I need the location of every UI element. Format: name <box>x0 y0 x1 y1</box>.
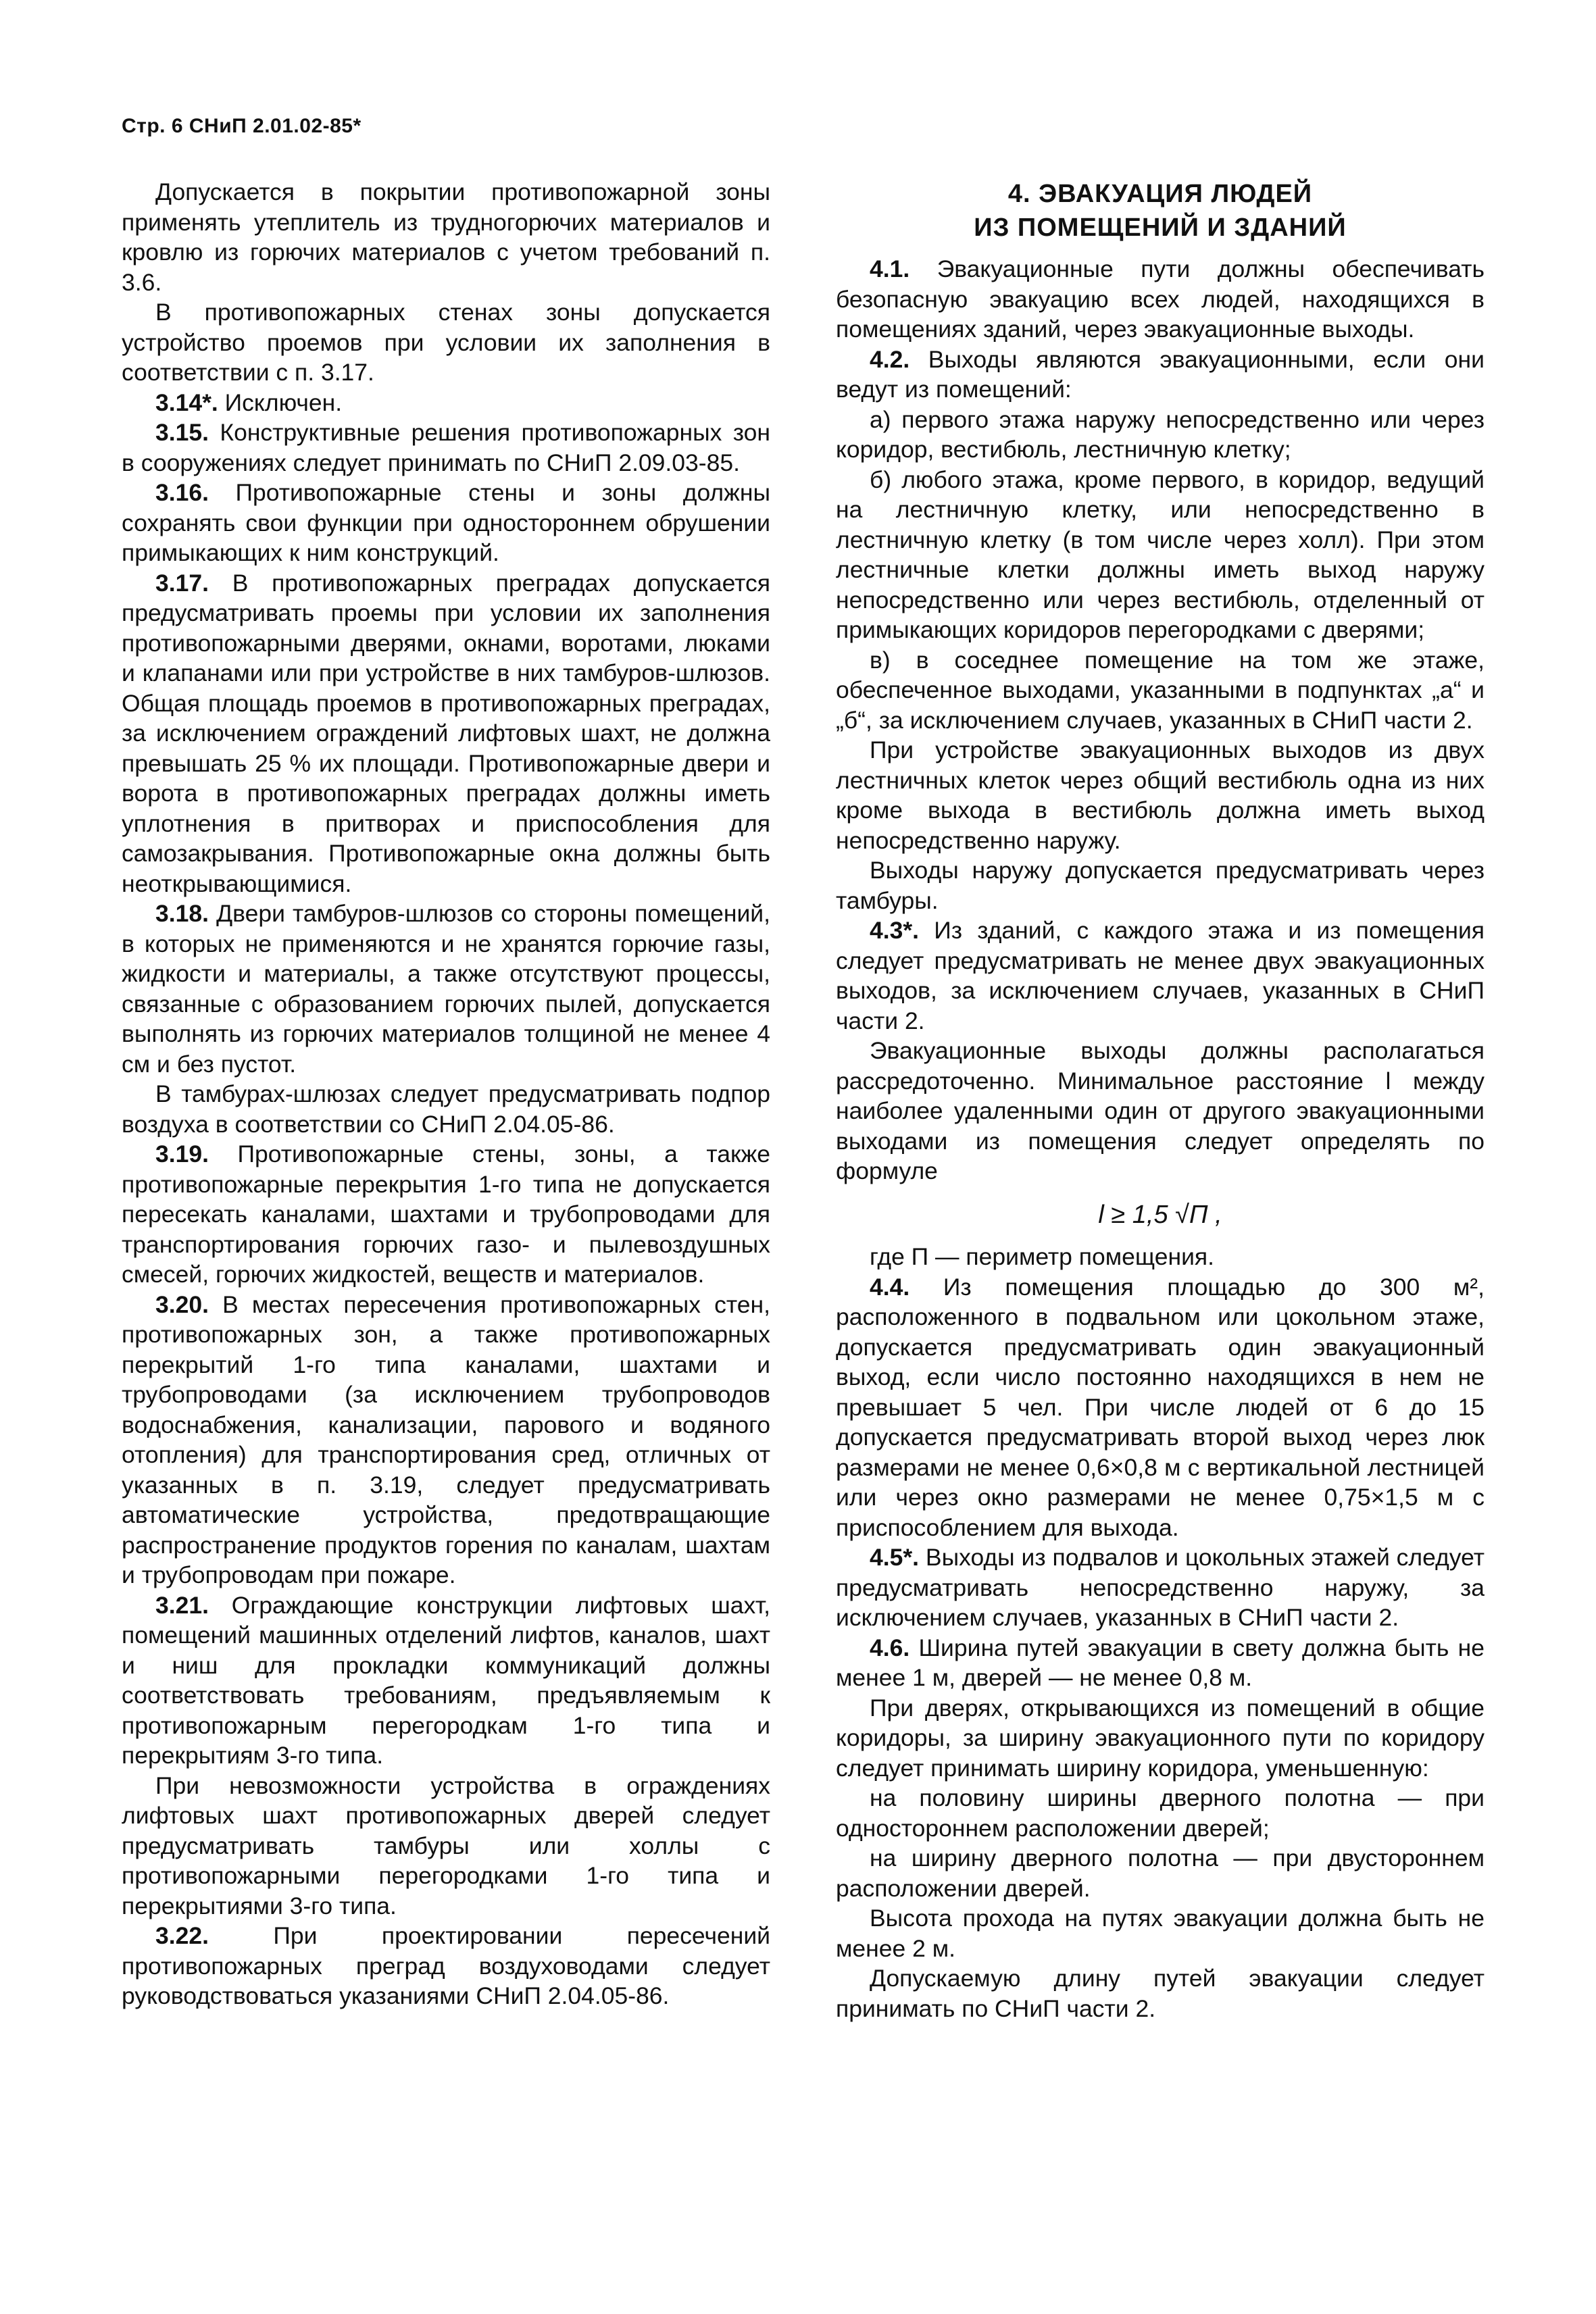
paragraph <box>836 855 1485 915</box>
paragraph <box>836 465 1485 645</box>
paragraph-text: б) любого этажа, кроме первого, в коридор, ведущий на лестничную клетку, или непосредственно в лестничную клетку (в том числе через холл). При этом лестничные клетки должны иметь выход наружу непосредственно или через вестибюль, отделенный от примыкающих коридоров перегородками с дверями; <box>836 466 1485 643</box>
paragraph <box>836 1242 1485 1272</box>
paragraph <box>836 1272 1485 1543</box>
clause-number: 4.5*. <box>870 1544 920 1571</box>
paragraph <box>836 254 1485 345</box>
paragraph-text: Из помещения площадью до 300 м², расположенного в подвальном или цокольном этаже, допускается предусматривать один эвакуационный выход, если число постоянно находящихся в нем не превышает 5 чел. При числе людей от 6 до 15 допускается предусматривать второй выход через люк размерами не менее 0,6×0,8 м с вертикальной лестницей или через окно размерами не менее 0,75×1,5 м с приспособлением для выхода. <box>836 1273 1485 1541</box>
paragraph-text: Выходы наружу допускается предусматривать через тамбуры. <box>836 857 1485 914</box>
paragraph-text: В противопожарных стенах зоны допускается устройство проемов при условии их заполнения в соответствии с п. 3.17. <box>122 299 770 386</box>
paragraph-text: Допускаемую длину путей эвакуации следует принимать по СНиП части 2. <box>836 1965 1485 2022</box>
paragraph <box>836 345 1485 405</box>
paragraph-text: в) в соседнее помещение на том же этаже, обеспеченное выходами, указанными в подпунктах „а“ и „б“, за исключением случаев, указанных в СНиП части 2. <box>836 646 1485 734</box>
clause-number: 4.3*. <box>870 917 920 944</box>
paragraph <box>122 1590 770 1771</box>
paragraph <box>122 568 770 899</box>
paragraph <box>122 1771 770 1921</box>
paragraph-text: Исключен. <box>224 388 343 416</box>
paragraph-text: Высота прохода на путях эвакуации должна быть не менее 2 м. <box>836 1905 1485 1962</box>
paragraph <box>836 1036 1485 1186</box>
formula: l ≥ 1,5 √П , <box>1098 1200 1222 1229</box>
paragraph <box>836 1693 1485 1784</box>
paragraph-text: Выходы из подвалов и цокольных этажей следует предусматривать непосредственно наружу, за исключением случаев, указанных в СНиП части 2. <box>836 1544 1485 1631</box>
clause-number: 3.16. <box>155 479 209 506</box>
paragraph <box>122 1290 770 1590</box>
paragraph <box>836 405 1485 465</box>
paragraph <box>122 478 770 568</box>
clause-number: 4.2. <box>870 345 910 373</box>
paragraph-text: При невозможности устройства в ограждениях лифтовых шахт противопожарных дверей следует предусматривать тамбуры или холлы с противопожарными перегородками 1-го типа и перекрытиями 3-го типа. <box>122 1771 770 1919</box>
right-column-part-a <box>836 254 1485 1186</box>
clause-number: 3.21. <box>155 1591 209 1619</box>
clause-number: 4.6. <box>870 1634 910 1661</box>
paragraph <box>122 899 770 1079</box>
right-column-part-b <box>836 1242 1485 2023</box>
left-column <box>122 177 770 2011</box>
clause-number: 3.18. <box>155 900 209 927</box>
paragraph <box>122 1921 770 2011</box>
page-header: Стр. 6 СНиП 2.01.02-85* <box>122 115 361 137</box>
paragraph <box>122 1079 770 1139</box>
right-column <box>836 177 1485 2023</box>
paragraph <box>836 1783 1485 1843</box>
paragraph-text: При проектировании пересечений противопожарных преград воздуховодами следует руководствоваться указаниями СНиП 2.04.05-86. <box>122 1922 770 2009</box>
clause-number: 3.22. <box>155 1922 209 1949</box>
section-title <box>836 177 1485 245</box>
paragraph <box>836 915 1485 1036</box>
section-title-line-1: 4. ЭВАКУАЦИЯ ЛЮДЕЙ <box>1007 180 1313 208</box>
paragraph-text: Противопожарные стены, зоны, а также противопожарные перекрытия 1-го типа не допускается пересекать каналами, шахтами и трубопроводами для транспортирования горючих газо- и пылевоздушных смесей, горючих жидкостей, веществ и материалов. <box>122 1140 770 1288</box>
paragraph-text: Ограждающие конструкции лифтовых шахт, помещений машинных отделений лифтов, каналов, шахт и ниш для прокладки коммуникаций должны соответствовать требованиям, предъявляемым к противопожарным перегородкам 1-го типа и перекрытиям 3-го типа. <box>122 1591 770 1769</box>
paragraph-text: на половину ширины дверного полотна — при одностороннем расположении дверей; <box>836 1784 1485 1842</box>
paragraph-text: При дверях, открывающихся из помещений в общие коридоры, за ширину эвакуационного пути по коридору следует принимать ширину коридора, уменьшенную: <box>836 1694 1485 1782</box>
paragraph-text: В противопожарных преградах допускается предусматривать проемы при условии их заполнения противопожарными дверями, окнами, воротами, люками и клапанами или при устройстве в них тамбуров-шлюзов. Общая площадь проемов в противопожарных преградах, за исключением ограждений лифтовых шахт, не должна превышать 25 % их площади. Противопожарные двери и ворота в противопожарных преградах должны иметь уплотнения в притворах и приспособления для самозакрывания. Противопожарные окна должны быть неоткрывающимися. <box>122 569 770 897</box>
paragraph-text: на ширину дверного полотна — при двустороннем расположении дверей. <box>836 1844 1485 1902</box>
paragraph-text: а) первого этажа наружу непосредственно или через коридор, вестибюль, лестничную клетку; <box>836 405 1485 463</box>
clause-number: 3.20. <box>155 1290 209 1318</box>
clause-number: 4.4. <box>870 1273 910 1301</box>
paragraph-text: Конструктивные решения противопожарных зон в сооружениях следует принимать по СНиП 2.09.03-85. <box>122 419 770 476</box>
section-title-line-2: ИЗ ПОМЕЩЕНИЙ И ЗДАНИЙ <box>974 213 1347 242</box>
clause-number: 3.19. <box>155 1140 209 1167</box>
paragraph <box>836 1843 1485 1903</box>
paragraph <box>836 1633 1485 1693</box>
paragraph <box>836 645 1485 736</box>
paragraph-text: Выходы являются эвакуационными, если они ведут из помещений: <box>836 345 1485 403</box>
paragraph-text: Ширина путей эвакуации в свету должна быть не менее 1 м, дверей — не менее 0,8 м. <box>836 1634 1485 1691</box>
paragraph <box>836 735 1485 855</box>
paragraph-text: В местах пересечения противопожарных стен, противопожарных зон, а также противопожарных перекрытий 1-го типа каналами, шахтами и трубопроводами (за исключением трубопроводов водоснабжения, канализации, парового и водяного отопления) для транспортирования сред, отличных от указанных в п. 3.19, следует предусматривать автоматические устройства, предотвращающие распространение продуктов горения по каналам, шахтам и трубопроводам при пожаре. <box>122 1290 770 1588</box>
paragraph-text: Эвакуационные пути должны обеспечивать безопасную эвакуацию всех людей, находящихся в помещениях зданий, через эвакуационные выходы. <box>836 255 1485 343</box>
paragraph-text: При устройстве эвакуационных выходов из двух лестничных клеток через общий вестибюль одна из них кроме выхода в вестибюль должна иметь выход непосредственно наружу. <box>836 736 1485 854</box>
paragraph <box>122 297 770 388</box>
paragraph <box>836 1903 1485 1963</box>
paragraph <box>836 1963 1485 2023</box>
paragraph-text: Из зданий, с каждого этажа и из помещения следует предусматривать не менее двух эвакуационных выходов, за исключением случаев, указанных в СНиП части 2. <box>836 917 1485 1034</box>
paragraph-text: Допускается в покрытии противопожарной зоны применять утеплитель из трудногорючих материалов и кровлю из горючих материалов с учетом требований п. 3.6. <box>122 178 770 296</box>
paragraph <box>122 388 770 418</box>
paragraph <box>122 177 770 297</box>
paragraph-text: Эвакуационные выходы должны располагаться рассредоточенно. Минимальное расстояние l между наиболее удаленными один от другого эвакуационными выходами из помещения следует определять по формуле <box>836 1037 1485 1184</box>
paragraph-text: Двери тамбуров-шлюзов со стороны помещений, в которых не применяются и не хранятся горючие газы, жидкости и материалы, а также отсутствуют процессы, связанные с образованием горючих пылей, допускается выполнять из горючих материалов толщиной не менее 4 см и без пустот. <box>122 900 770 1078</box>
paragraph <box>836 1542 1485 1633</box>
clause-number: 3.17. <box>155 569 209 597</box>
clause-number: 3.15. <box>155 419 209 446</box>
paragraph <box>122 418 770 478</box>
paragraph-text: В тамбурах-шлюзах следует предусматривать подпор воздуха в соответствии со СНиП 2.04.05-86. <box>122 1080 770 1138</box>
clause-number: 3.14*. <box>155 388 218 416</box>
clause-number: 4.1. <box>870 255 910 282</box>
paragraph-text: Противопожарные стены и зоны должны сохранять свои функции при одностороннем обрушении примыкающих к ним конструкций. <box>122 479 770 566</box>
paragraph-text: где П — периметр помещения. <box>870 1243 1214 1270</box>
paragraph <box>122 1139 770 1290</box>
